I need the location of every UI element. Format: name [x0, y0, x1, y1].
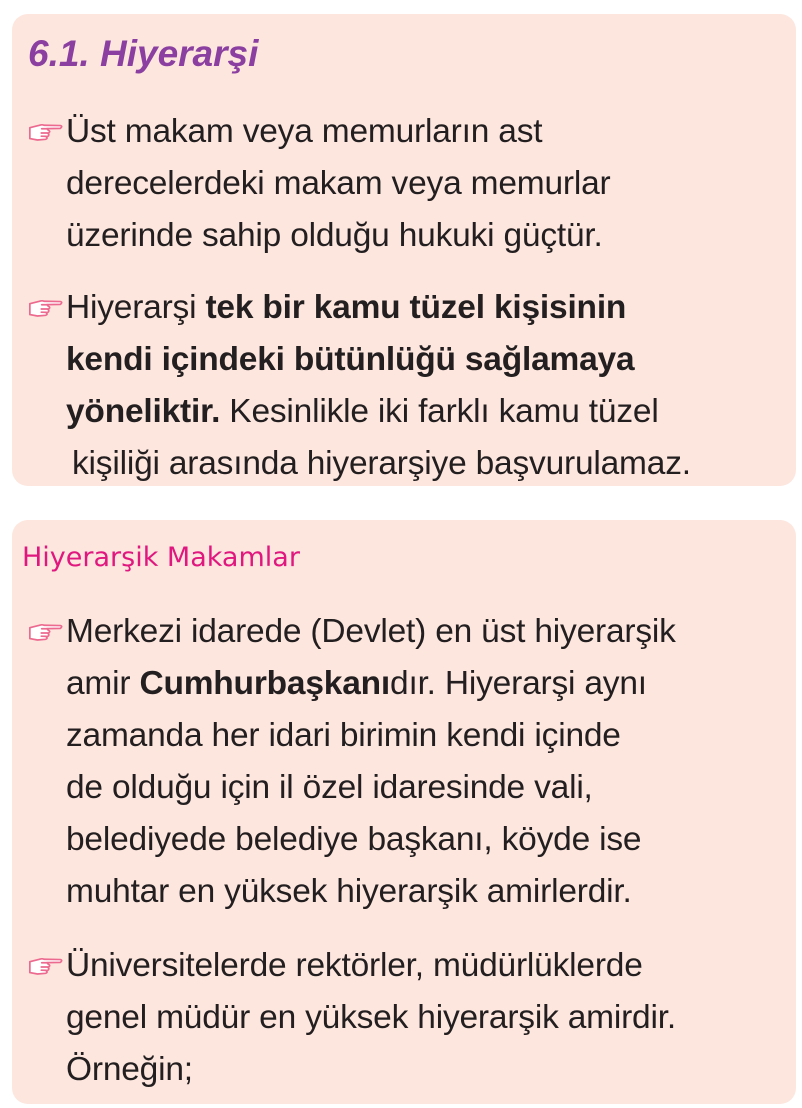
text-line	[66, 282, 691, 334]
text-normal: amir	[66, 665, 140, 702]
text-normal: dır. Hiyerarşi aynı	[390, 665, 647, 702]
pointing-hand-icon	[26, 606, 66, 658]
section-heading-hierarchy: 6.1. Hiyerarşi	[28, 33, 259, 74]
text-normal: Kesinlikle iki farklı kamu tüzel	[220, 393, 659, 430]
text-line: kişiliği arasında hiyerarşiye başvurulamaz.	[72, 445, 691, 482]
text-line: Üst makam veya memurların ast	[66, 113, 543, 150]
text-bold: kendi içindeki bütünlüğü sağlamaya	[66, 341, 635, 378]
text-normal: Hiyerarşi	[66, 289, 206, 326]
text-line: Örneğin;	[66, 1051, 193, 1088]
hierarchical-authorities-section	[12, 520, 796, 1104]
section-heading-authorities: Hiyerarşik Makamlar	[22, 542, 300, 573]
text-line	[66, 334, 691, 386]
text-bold: yöneliktir.	[66, 393, 221, 430]
text-bold: Cumhurbaşkanı	[139, 665, 391, 702]
text-line	[66, 386, 691, 438]
pointing-hand-icon	[26, 940, 66, 992]
pointing-hand-icon	[26, 282, 66, 334]
text-line: genel müdür en yüksek hiyerarşik amirdir.	[66, 999, 676, 1036]
text-line: üzerinde sahip olduğu hukuki güçtür.	[66, 217, 603, 254]
text-line: derecelerdeki makam veya memurlar	[66, 165, 611, 202]
pointing-hand-icon	[26, 106, 66, 158]
text-bold: tek bir kamu tüzel kişisinin	[205, 289, 627, 326]
text-line: Merkezi idarede (Devlet) en üst hiyerarşik	[66, 613, 676, 650]
text-line: belediyede belediye başkanı, köyde ise	[66, 821, 642, 858]
text-line	[66, 658, 676, 710]
text-line: de olduğu için il özel idaresinde vali,	[66, 769, 593, 806]
text-line: zamanda her idari birimin kendi içinde	[66, 717, 621, 754]
text-line: muhtar en yüksek hiyerarşik amirlerdir.	[66, 873, 632, 910]
text-line: Üniversitelerde rektörler, müdürlüklerde	[66, 947, 643, 984]
hierarchy-section	[12, 14, 796, 486]
